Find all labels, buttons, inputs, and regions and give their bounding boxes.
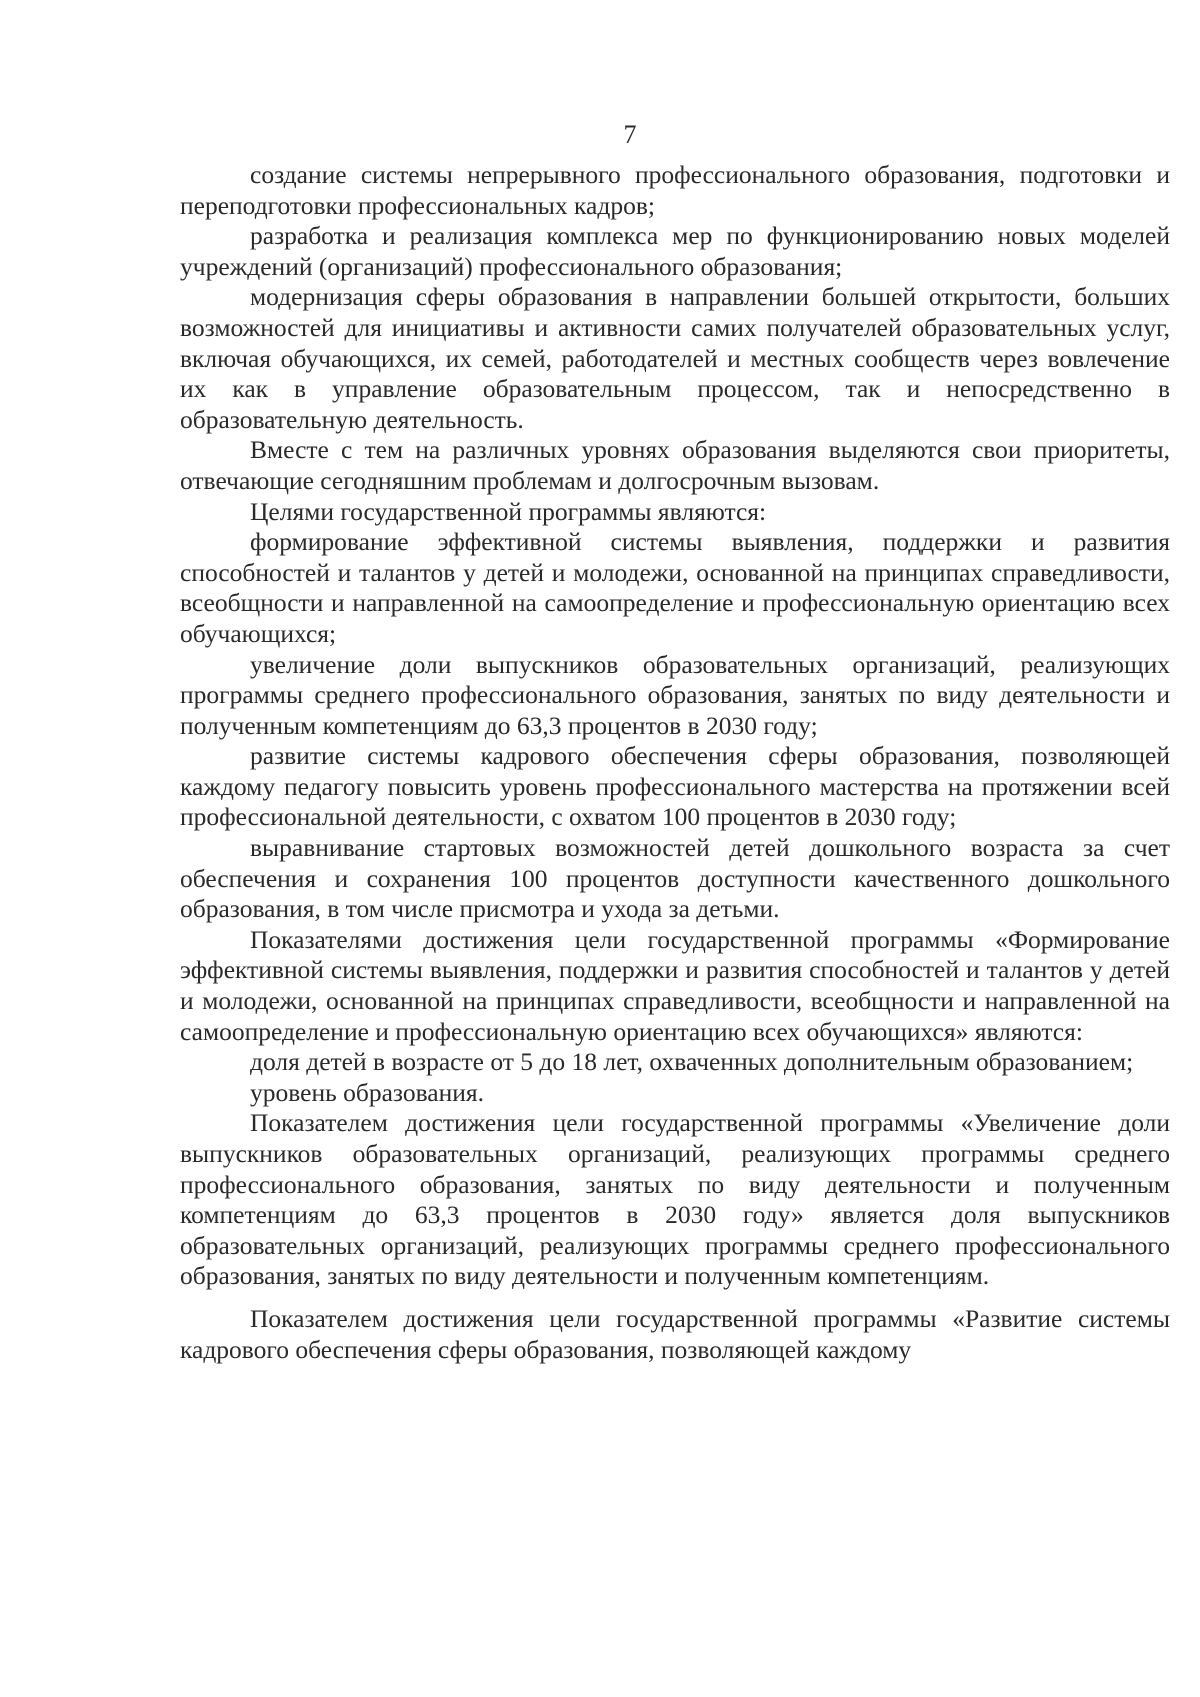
paragraph: Вместе с тем на различных уровнях образования выделяются свои приоритеты, отвечающие сегодняшним проблемам и долгосрочным вызовам. [180, 435, 1170, 495]
paragraph: уровень образования. [250, 1077, 484, 1107]
paragraph: Целями государственной программы являются: [250, 496, 767, 526]
paragraph: увеличение доли выпускников образовательных организаций, реализующих программы среднего профессионального образования, занятых по виду деятельности и полученным компетенциям до 63,3 процентов в 2030 году; [180, 649, 1170, 740]
paragraph: развитие системы кадрового обеспечения сферы образования, позволяющей каждому педагогу повысить уровень профессионального мастерства на протяжении всей профессиональной деятельности, с охватом 100 процентов в 2030 году; [180, 741, 1170, 832]
paragraph: формирование эффективной системы выявления, поддержки и развития способностей и талантов у детей и молодежи, основанной на принципах справедливости, всеобщности и направленной на самоопределение и профессиональную ориентацию всех обучающихся; [180, 527, 1170, 648]
paragraph: доля детей в возрасте от 5 до 18 лет, охваченных дополнительным образованием; [250, 1047, 1134, 1077]
document-body [180, 160, 1170, 1365]
paragraph: разработка и реализация комплекса мер по функционированию новых моделей учреждений (организаций) профессионального образования; [180, 221, 1170, 281]
paragraph: Показателем достижения цели государственной программы «Развитие системы кадрового обеспечения сферы образования, позволяющей каждому [180, 1303, 1170, 1364]
paragraph: выравнивание стартовых возможностей детей дошкольного возраста за счет обеспечения и сохранения 100 процентов доступности качественного дошкольного образования, в том числе присмотра и ухода за детьми. [180, 833, 1170, 924]
paragraph: модернизация сферы образования в направлении большей открытости, больших возможностей для инициативы и активности самих получателей образовательных услуг, включая обучающихся, их семей, работодателей и местных сообществ через вовлечение их как в управление образовательным процессом, так и непосредственно в образовательную деятельность. [180, 282, 1170, 434]
paragraph: создание системы непрерывного профессионального образования, подготовки и переподготовки профессиональных кадров; [180, 160, 1170, 220]
paragraph: Показателем достижения цели государственной программы «Увеличение доли выпускников образовательных организаций, реализующих программы среднего профессионального образования, занятых по виду деятельности и полученным компетенциям до 63,3 процентов в 2030 году» является доля выпускников образовательных организаций, реализующих программы среднего профессионального образования, занятых по виду деятельности и полученным компетенциям. [180, 1108, 1170, 1291]
page-number: 7 [623, 120, 637, 149]
paragraph: Показателями достижения цели государственной программы «Формирование эффективной системы выявления, поддержки и развития способностей и талантов у детей и молодежи, основанной на принципах справедливости, всеобщности и направленной на самоопределение и профессиональную ориентацию всех обучающихся» являются: [180, 924, 1170, 1046]
